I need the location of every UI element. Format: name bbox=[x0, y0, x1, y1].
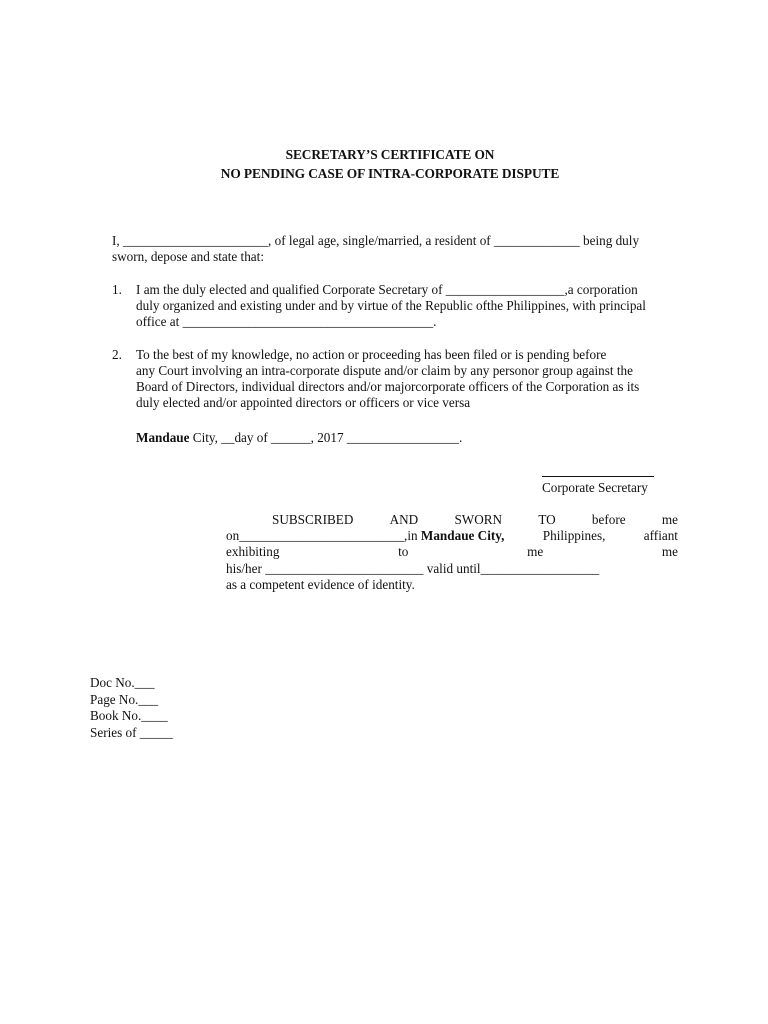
series-number: Series of _____ bbox=[90, 725, 173, 740]
signature-label: Corporate Secretary bbox=[542, 480, 648, 495]
item-2-line-1: To the best of my knowledge, no action or proceeding has been filed or is pending before bbox=[136, 347, 607, 362]
jurat-word: SWORN bbox=[454, 512, 503, 527]
document-title-line-1: SECRETARY’S CERTIFICATE ON bbox=[285, 147, 495, 162]
jurat-line-2 bbox=[226, 528, 678, 544]
jurat-word: to bbox=[398, 544, 409, 559]
item-2-number: 2. bbox=[112, 347, 122, 362]
jurat-word: TO bbox=[538, 512, 556, 527]
jurat-line-1 bbox=[226, 512, 678, 528]
intro-line-2: sworn, depose and state that: bbox=[112, 249, 264, 264]
jurat-word: me bbox=[661, 512, 678, 527]
jurat-word: Philippines, bbox=[542, 528, 606, 543]
intro-line-1: I, ______________________, of legal age, single/married, a resident of _____________ being duly bbox=[112, 233, 640, 248]
jurat-line-3 bbox=[226, 544, 678, 560]
item-1-line-3: office at ______________________________________. bbox=[136, 314, 437, 329]
item-1-number: 1. bbox=[112, 282, 122, 297]
document-title-line-2: NO PENDING CASE OF INTRA-CORPORATE DISPUTE bbox=[220, 166, 560, 181]
jurat-word: AND bbox=[389, 512, 419, 527]
jurat-word: exhibiting bbox=[226, 544, 280, 559]
jurat-line-5: as a competent evidence of identity. bbox=[226, 577, 415, 592]
jurat-date-blank: on_________________________,in bbox=[226, 528, 421, 543]
item-2-line-2: any Court involving an intra-corporate dispute and/or claim by any personor group against the bbox=[136, 363, 633, 378]
doc-number: Doc No.___ bbox=[90, 675, 155, 690]
city-name: Mandaue bbox=[136, 430, 190, 445]
jurat-word: SUBSCRIBED bbox=[272, 512, 354, 527]
place-date-line bbox=[136, 430, 462, 446]
jurat-city: Mandaue City, bbox=[420, 528, 505, 543]
jurat-word: me bbox=[527, 544, 544, 559]
page-number: Page No.___ bbox=[90, 692, 159, 707]
place-date-rest: City, __day of ______, 2017 _________________. bbox=[189, 430, 463, 445]
jurat-line-4: his/her ________________________ valid until__________________ bbox=[226, 561, 600, 576]
signature-line bbox=[542, 476, 654, 477]
item-1-line-2: duly organized and existing under and by virtue of the Republic ofthe Philippines, with principal bbox=[136, 298, 646, 313]
jurat-word: affiant bbox=[643, 528, 678, 543]
jurat-line-2-start bbox=[226, 528, 504, 544]
item-1-line-1: I am the duly elected and qualified Corporate Secretary of __________________,a corporation bbox=[136, 282, 638, 297]
book-number: Book No.____ bbox=[90, 708, 168, 723]
item-2-line-3: Board of Directors, individual directors and/or majorcorporate officers of the Corporation as its bbox=[136, 379, 640, 394]
jurat-word: before bbox=[591, 512, 626, 527]
item-2-line-4: duly elected and/or appointed directors or officers or vice versa bbox=[136, 395, 471, 410]
jurat-word: me bbox=[661, 544, 678, 559]
